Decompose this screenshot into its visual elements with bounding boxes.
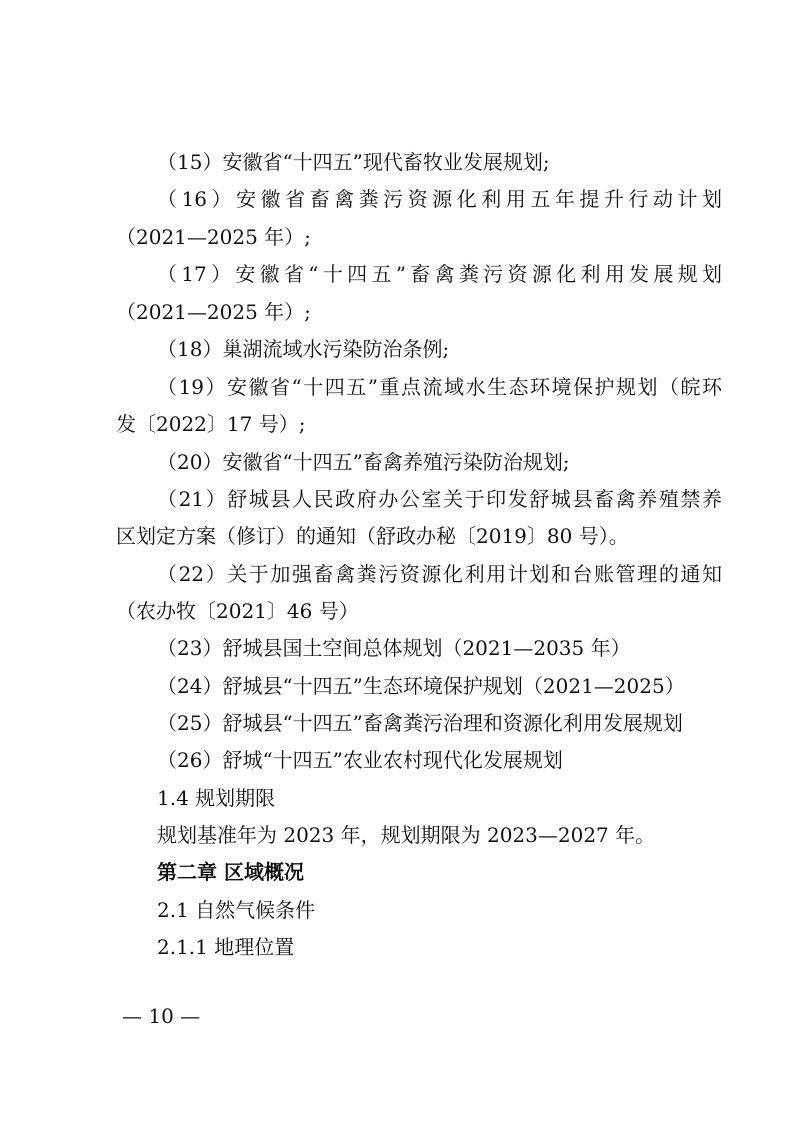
planning-period-paragraph: 规划基准年为 2023 年，规划期限为 2023—2027 年。 xyxy=(157,823,656,847)
reference-item-16-line-2: （2021—2025 年）; xyxy=(116,225,311,249)
reference-item-20: （20）安徽省“十四五”畜禽养殖污染防治规划; xyxy=(157,450,570,474)
reference-item-18: （18）巢湖流域水污染防治条例; xyxy=(157,337,450,361)
reference-item-22-line-1: （22）关于加强畜禽粪污资源化利用计划和台账管理的通知 xyxy=(157,562,722,586)
reference-item-19-line-1: （19）安徽省“十四五”重点流域水生态环境保护规划（皖环 xyxy=(157,375,722,399)
reference-item-23: （23）舒城县国土空间总体规划（2021—2035 年） xyxy=(157,636,631,660)
reference-item-16-line-1: （16）安徽省畜禽粪污资源化利用五年提升行动计划 xyxy=(157,187,722,211)
reference-item-21-line-1: （21）舒城县人民政府办公室关于印发舒城县畜禽养殖禁养 xyxy=(157,487,722,511)
section-heading-2-1: 2.1 自然气候条件 xyxy=(157,898,316,922)
reference-item-17-line-2: （2021—2025 年）; xyxy=(116,300,311,324)
reference-item-24: （24）舒城县“十四五”生态环境保护规划（2021—2025） xyxy=(157,674,685,698)
reference-item-19-line-2: 发〔2022〕17 号）; xyxy=(116,412,306,436)
reference-item-21-line-2: 区划定方案（修订）的通知（舒政办秘〔2019〕80 号）。 xyxy=(116,524,629,548)
section-heading-2-1-1: 2.1.1 地理位置 xyxy=(157,935,295,959)
section-heading-1-4: 1.4 规划期限 xyxy=(157,786,276,810)
reference-item-15: （15）安徽省“十四五”现代畜牧业发展规划; xyxy=(157,150,550,174)
chapter-heading-2: 第二章 区域概况 xyxy=(157,860,304,884)
page-number: — 10 — xyxy=(122,1004,201,1028)
reference-item-22-line-2: （农办牧〔2021〕46 号） xyxy=(116,599,359,623)
reference-item-17-line-1: （17）安徽省“十四五”畜禽粪污资源化利用发展规划 xyxy=(157,262,722,286)
reference-item-26: （26）舒城“十四五”农业农村现代化发展规划 xyxy=(157,748,563,772)
reference-item-25: （25）舒城县“十四五”畜禽粪污治理和资源化利用发展规划 xyxy=(157,711,683,735)
